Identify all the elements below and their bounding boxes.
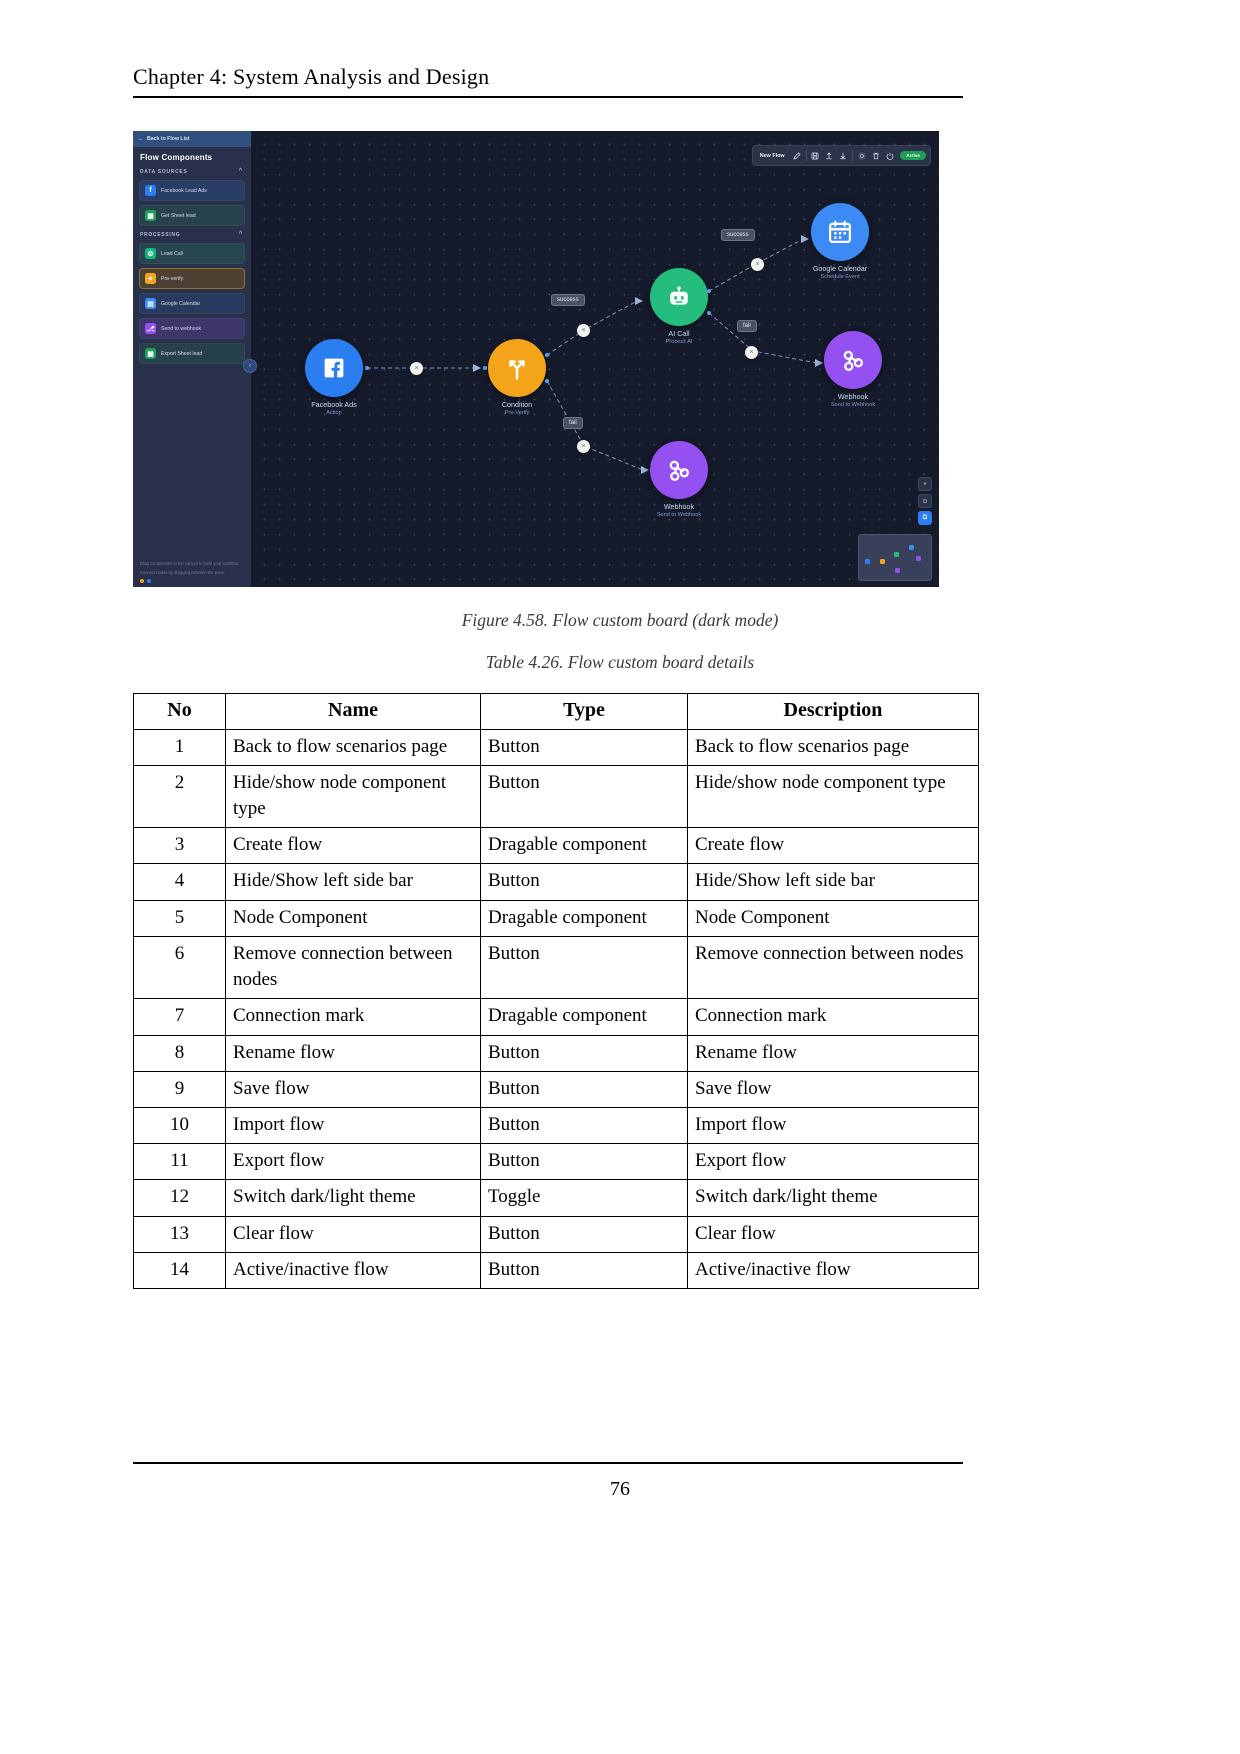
edge-label-fail-aicall[interactable]: fail — [737, 320, 757, 332]
component-label: Send to webhook — [161, 325, 202, 332]
calendar-icon: ▤ — [145, 298, 156, 309]
table-row — [134, 1252, 979, 1288]
canvas-toolbar — [752, 145, 931, 166]
cell-name: Remove connection between nodes — [226, 936, 481, 998]
figure-screenshot — [133, 131, 939, 587]
group-header-data-sources[interactable] — [133, 165, 251, 178]
node-title: AI Call — [668, 329, 690, 338]
table-row — [134, 936, 979, 998]
cell-type: Button — [481, 1071, 688, 1107]
cell-type: Button — [481, 1144, 688, 1180]
node-subtitle: Send to Webhook — [830, 402, 876, 409]
branch-icon: ✦ — [145, 273, 156, 284]
table-row — [134, 1216, 979, 1252]
back-to-flow-list-button[interactable] — [133, 131, 251, 147]
chevron-up-icon: ^ — [238, 231, 243, 237]
component-label: Facebook Lead Ads — [161, 187, 207, 194]
table-row — [134, 1108, 979, 1144]
table-row — [134, 1180, 979, 1216]
node-subtitle: Action — [326, 410, 342, 417]
component-label: Pre-verify — [161, 275, 184, 282]
cell-no: 13 — [134, 1216, 226, 1252]
group-label: PROCESSING — [140, 232, 181, 238]
port-out-facebook[interactable] — [365, 366, 369, 370]
node-ai-call[interactable] — [650, 268, 708, 345]
arrow-head — [473, 364, 481, 372]
webhook-icon — [824, 331, 882, 389]
cell-no: 5 — [134, 900, 226, 936]
sidebar-hint-line-1: Drag components to the canvas to build your workflow. — [140, 561, 240, 567]
cell-name: Connection mark — [226, 999, 481, 1035]
cell-name: Export flow — [226, 1144, 481, 1180]
cell-no: 8 — [134, 1035, 226, 1071]
cell-no: 6 — [134, 936, 226, 998]
edge-condition-aicall — [547, 301, 637, 355]
zoom-in-button[interactable]: + — [918, 477, 932, 491]
canvas-controls — [918, 477, 932, 525]
cell-description: Clear flow — [688, 1216, 979, 1252]
port-out-condition-success[interactable] — [545, 353, 549, 357]
cell-description: Hide/Show left side bar — [688, 864, 979, 900]
cell-description: Connection mark — [688, 999, 979, 1035]
branch-icon — [488, 339, 546, 397]
remove-connection-button[interactable]: × — [577, 324, 590, 337]
cell-type: Dragable component — [481, 900, 688, 936]
cell-no: 11 — [134, 1144, 226, 1180]
cell-description: Remove connection between nodes — [688, 936, 979, 998]
table-row — [134, 729, 979, 765]
cell-no: 3 — [134, 828, 226, 864]
cell-name: Clear flow — [226, 1216, 481, 1252]
cell-description: Rename flow — [688, 1035, 979, 1071]
cell-description: Switch dark/light theme — [688, 1180, 979, 1216]
arrow-head — [641, 466, 649, 474]
figure-caption: Figure 4.58. Flow custom board (dark mode) — [461, 610, 779, 630]
component-send-to-webhook[interactable] — [139, 318, 245, 339]
node-facebook-ads[interactable] — [305, 339, 363, 416]
cell-type: Button — [481, 1216, 688, 1252]
cell-name: Active/inactive flow — [226, 1252, 481, 1288]
node-webhook-bottom[interactable] — [650, 441, 708, 518]
edge-aicall-webhook-top — [709, 313, 817, 363]
port-out-aicall-success[interactable] — [707, 289, 711, 293]
arrow-left-icon: ← — [138, 136, 144, 142]
cell-description: Active/inactive flow — [688, 1252, 979, 1288]
cell-description: Hide/show node component type — [688, 765, 979, 827]
export-flow-button[interactable] — [836, 149, 850, 163]
flow-board-details-table — [133, 693, 979, 1289]
cell-name: Hide/Show left side bar — [226, 864, 481, 900]
component-lead-call[interactable] — [139, 243, 245, 264]
table-caption: Table 4.26. Flow custom board details — [485, 652, 755, 672]
cell-no: 10 — [134, 1108, 226, 1144]
toolbar-separator — [806, 150, 807, 161]
facebook-icon — [305, 339, 363, 397]
sidebar-collapse-toggle[interactable]: ‹ — [243, 359, 257, 373]
save-flow-button[interactable] — [808, 149, 822, 163]
cell-description: Back to flow scenarios page — [688, 729, 979, 765]
column-header-type: Type — [481, 694, 688, 730]
cell-type: Button — [481, 936, 688, 998]
group-label: DATA SOURCES — [140, 169, 188, 175]
port-out-condition-fail[interactable] — [545, 379, 549, 383]
node-google-calendar[interactable] — [811, 203, 869, 280]
cell-name: Switch dark/light theme — [226, 1180, 481, 1216]
group-header-processing[interactable] — [133, 228, 251, 241]
component-label: Google Calendar — [161, 300, 201, 307]
arrow-head — [801, 235, 809, 243]
cell-type: Button — [481, 765, 688, 827]
remove-connection-button[interactable]: × — [410, 362, 423, 375]
table-row — [134, 828, 979, 864]
cell-type: Button — [481, 1252, 688, 1288]
component-label: Lead Call — [161, 250, 183, 257]
calendar-icon — [811, 203, 869, 261]
component-get-sheet-lead[interactable] — [139, 205, 245, 226]
google-sheets-icon: ▦ — [145, 348, 156, 359]
cell-no: 2 — [134, 765, 226, 827]
dot-blue — [147, 579, 151, 583]
reset-view-button[interactable]: ⊙ — [918, 494, 932, 508]
header-rule — [133, 96, 963, 98]
cell-name: Rename flow — [226, 1035, 481, 1071]
component-label: Get Sheet lead — [161, 212, 196, 219]
status-badge[interactable]: Active — [900, 151, 926, 160]
table-row — [134, 1144, 979, 1180]
cell-type: Button — [481, 1035, 688, 1071]
cell-name: Create flow — [226, 828, 481, 864]
port-out-aicall-fail[interactable] — [707, 311, 711, 315]
minimap-node — [895, 568, 900, 573]
table-row — [134, 1071, 979, 1107]
component-facebook-lead-ads[interactable] — [139, 180, 245, 201]
sidebar-hint — [133, 555, 251, 587]
flow-name-label: New Flow — [759, 152, 785, 159]
component-google-calendar[interactable] — [139, 293, 245, 314]
port-in-condition[interactable] — [483, 366, 487, 370]
cell-no: 12 — [134, 1180, 226, 1216]
toolbar-separator — [852, 150, 853, 161]
column-header-no: No — [134, 694, 226, 730]
cell-name: Back to flow scenarios page — [226, 729, 481, 765]
cell-name: Save flow — [226, 1071, 481, 1107]
table-row — [134, 765, 979, 827]
import-flow-button[interactable] — [822, 149, 836, 163]
cell-description: Save flow — [688, 1071, 979, 1107]
minimap-node — [865, 559, 870, 564]
minimap-node — [880, 559, 885, 564]
sidebar-hint-line-2: Connect nodes by dragging between the ports. — [140, 570, 225, 576]
cell-description: Export flow — [688, 1144, 979, 1180]
minimap-node — [894, 552, 899, 557]
activate-flow-button[interactable] — [883, 149, 897, 163]
footer-rule — [133, 1462, 963, 1464]
component-label: Export Sheet lead — [161, 350, 203, 357]
cell-type: Dragable component — [481, 999, 688, 1035]
panel-title: Flow Components — [140, 153, 213, 162]
fit-view-button[interactable]: ⧉ — [918, 511, 932, 525]
cell-no: 9 — [134, 1071, 226, 1107]
cell-type: Button — [481, 729, 688, 765]
flow-canvas[interactable] — [251, 131, 939, 587]
page-number: 76 — [610, 1478, 630, 1500]
edge-label-success-condition[interactable]: success — [551, 294, 585, 306]
canvas-minimap[interactable] — [858, 534, 932, 581]
cell-description: Import flow — [688, 1108, 979, 1144]
edge-label-success-aicall[interactable]: success — [721, 229, 755, 241]
node-condition[interactable] — [488, 339, 546, 416]
theme-toggle-button[interactable] — [855, 149, 869, 163]
cell-description: Create flow — [688, 828, 979, 864]
table-row — [134, 864, 979, 900]
cell-name: Import flow — [226, 1108, 481, 1144]
back-to-flow-list-label: Back to Flow List — [147, 136, 190, 142]
cell-name: Node Component — [226, 900, 481, 936]
node-subtitle: Pre-Verify — [504, 410, 530, 417]
node-subtitle: Send to Webhook — [656, 512, 702, 519]
cell-no: 1 — [134, 729, 226, 765]
google-sheets-icon: ▦ — [145, 210, 156, 221]
table-header-row — [134, 694, 979, 730]
node-title: Webhook — [663, 502, 695, 511]
arrow-head — [815, 359, 823, 367]
clear-flow-button[interactable] — [869, 149, 883, 163]
chapter-header — [133, 64, 963, 98]
robot-icon: ⚙ — [145, 248, 156, 259]
facebook-icon: f — [145, 185, 156, 196]
component-pre-verify[interactable] — [139, 268, 245, 289]
table-row — [134, 999, 979, 1035]
column-header-description: Description — [688, 694, 979, 730]
cell-no: 14 — [134, 1252, 226, 1288]
node-title: Google Calendar — [812, 264, 868, 273]
node-title: Webhook — [837, 392, 869, 401]
minimap-node — [909, 545, 914, 550]
remove-connection-button[interactable]: × — [577, 440, 590, 453]
cell-no: 7 — [134, 999, 226, 1035]
node-subtitle: Schedule Event — [820, 274, 860, 281]
chevron-up-icon: ^ — [238, 168, 243, 174]
webhook-icon — [650, 441, 708, 499]
robot-icon — [650, 268, 708, 326]
chapter-header-text: Chapter 4: System Analysis and Design — [133, 64, 490, 89]
cell-description: Node Component — [688, 900, 979, 936]
sidebar — [133, 131, 251, 587]
dot-amber — [140, 579, 144, 583]
cell-name: Hide/show node component type — [226, 765, 481, 827]
cell-type: Button — [481, 1108, 688, 1144]
remove-connection-button[interactable]: × — [751, 258, 764, 271]
table-row — [134, 1035, 979, 1071]
cell-type: Button — [481, 864, 688, 900]
webhook-icon: ⎇ — [145, 323, 156, 334]
column-header-name: Name — [226, 694, 481, 730]
edge-label-fail-condition[interactable]: fail — [563, 417, 583, 429]
cell-type: Dragable component — [481, 828, 688, 864]
edge-condition-webhook-bottom — [547, 381, 643, 470]
node-subtitle: Process AI — [665, 339, 693, 346]
cell-type: Toggle — [481, 1180, 688, 1216]
remove-connection-button[interactable]: × — [745, 346, 758, 359]
cell-no: 4 — [134, 864, 226, 900]
sidebar-footer-dots — [140, 579, 244, 583]
flow-board-app — [133, 131, 939, 587]
node-webhook-top[interactable] — [824, 331, 882, 408]
node-title: Facebook Ads — [311, 400, 357, 409]
node-title: Condition — [501, 400, 533, 409]
component-export-sheet-lead[interactable] — [139, 343, 245, 364]
minimap-node — [916, 556, 921, 561]
rename-flow-button[interactable] — [790, 149, 804, 163]
table-row — [134, 900, 979, 936]
arrow-head — [635, 297, 643, 305]
